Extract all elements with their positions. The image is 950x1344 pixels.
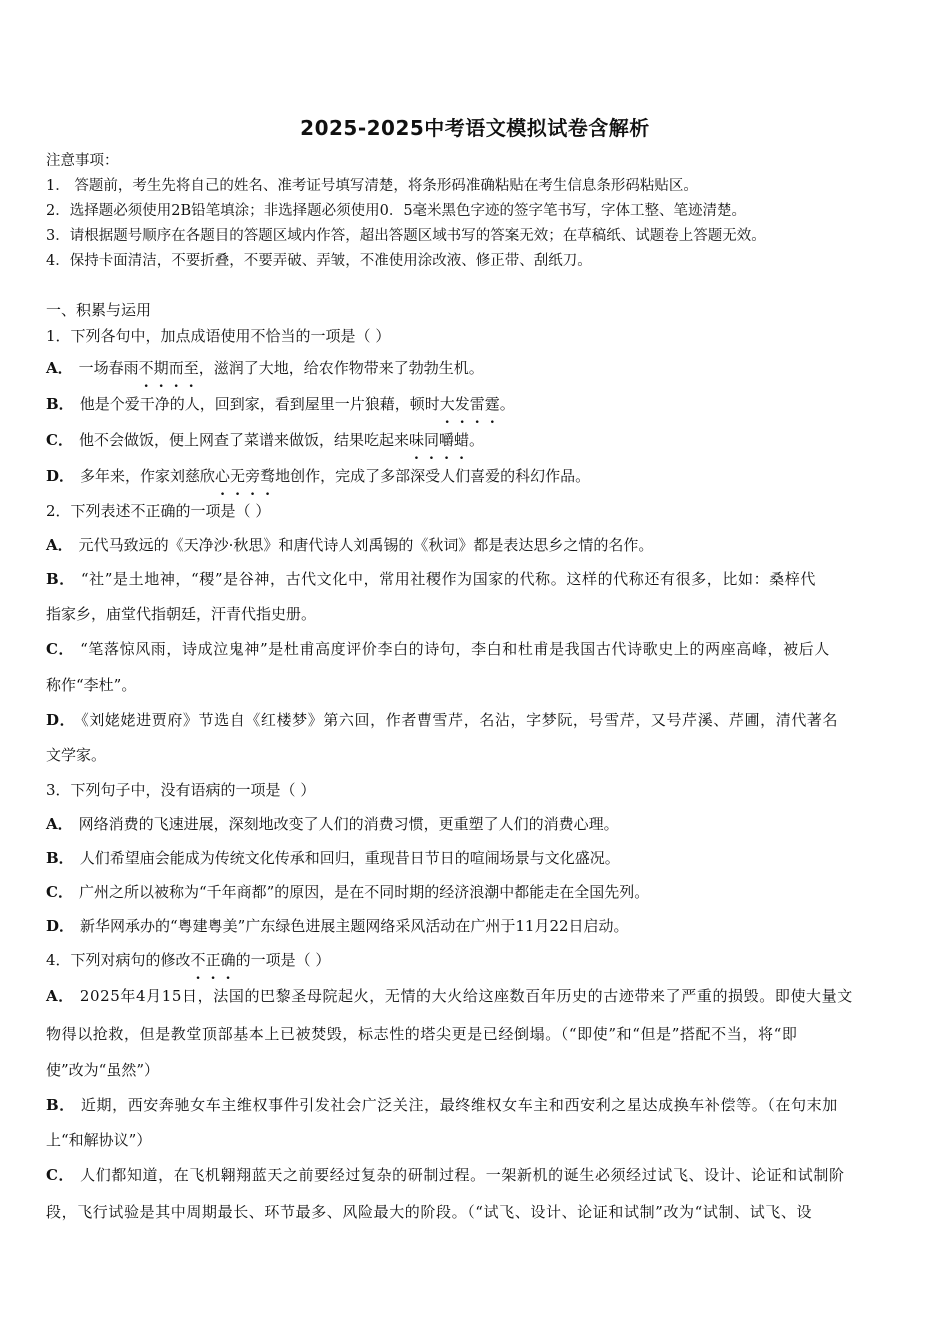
option-label: C． <box>46 883 73 901</box>
option-continuation: 文学家。 <box>46 746 107 764</box>
option-text: 人们都知道，在飞机翱翔蓝天之前要经过复杂的研制过程。一架新机的诞生必须经过试飞、设计、论证和试制阶 <box>80 1166 845 1184</box>
option-continuation: 使”改为“虽然”） <box>46 1061 160 1079</box>
option-continuation: 物得以抢救，但是教堂顶部基本上已被焚毁，标志性的塔尖更是已经倒塌。（“即使”和“但是”搭配不当，将“即 <box>46 1025 798 1043</box>
option-text: “笔落惊风雨，诗成泣鬼神”是杜甫高度评价李白的诗句，李白和杜甫是我国古代诗歌史上的两座高峰，被后人 <box>80 640 830 658</box>
option-label: A． <box>46 536 73 554</box>
question-2-option-d <box>46 710 838 730</box>
option-text: 。 <box>499 395 515 413</box>
option-text: 一场春雨 <box>78 359 139 377</box>
option-continuation: 称作“李杜”。 <box>46 676 137 694</box>
emphasis-char: 同 <box>423 431 439 449</box>
notice-item: 1． 答题前，考生先将自己的姓名、准考证号填写清楚，将条形码准确粘贴在考生信息条形码粘贴区。 <box>46 178 698 194</box>
dotted-idiom <box>440 395 500 413</box>
emphasis-char: 至 <box>183 359 199 377</box>
option-label: C． <box>46 640 75 658</box>
option-label: A． <box>46 987 74 1005</box>
stem-text: 4．下列对病句的修改 <box>46 951 191 969</box>
question-4-stem <box>46 950 330 970</box>
option-text: 。 <box>469 431 485 449</box>
option-text: 地创作，完成了多部深受人们喜爱的科幻作品。 <box>275 467 591 485</box>
question-2-option-a <box>46 535 653 555</box>
question-1-option-d <box>46 466 590 486</box>
section-heading: 一、积累与运用 <box>46 301 152 319</box>
option-text: 近期，西安奔驰女车主维权事件引发社会广泛关注，最终维权女车主和西安利之星达成换车补偿等。（在句末加 <box>80 1096 838 1114</box>
page-title: 2025-2025中考语文模拟试卷含解析 <box>300 116 650 140</box>
notice-item: 2．选择题必须使用2B铅笔填涂；非选择题必须使用0．5毫米黑色字迹的签字笔书写，字体工整、笔迹清楚。 <box>46 203 747 219</box>
option-label: B． <box>46 849 74 867</box>
emphasis-char: 雷 <box>469 395 485 413</box>
stem-text: 的一项是（ ） <box>235 951 331 969</box>
dotted-idiom <box>215 467 275 485</box>
emphasis-char: 嚼 <box>439 431 455 449</box>
option-label: B． <box>46 395 74 413</box>
dotted-idiom <box>409 431 469 449</box>
option-label: D． <box>46 711 76 729</box>
question-3-stem: 3．下列句子中，没有语病的一项是（ ） <box>46 781 316 799</box>
dotted-idiom <box>139 359 199 377</box>
option-label: C． <box>46 431 73 449</box>
option-text: ，滋润了大地，给农作物带来了勃勃生机。 <box>198 359 484 377</box>
question-3-option-d <box>46 916 629 936</box>
emphasis-char: 霆 <box>484 395 500 413</box>
emphasis-char: 而 <box>168 359 184 377</box>
option-text: 新华网承办的“粤建粤美”广东绿色进展主题网络采风活动在广州于11月22日启动。 <box>80 917 629 935</box>
question-1-option-b <box>46 394 515 414</box>
option-label: D． <box>46 467 75 485</box>
option-continuation: 段，飞行试验是其中周期最长、环节最多、风险最大的阶段。（“试飞、设计、论证和试制”改为“试制、试飞、设 <box>46 1203 813 1221</box>
option-text: 《刘姥姥进贾府》节选自《红楼梦》第六回，作者曹雪芹，名沾，字梦阮，号雪芹，又号芹溪、芹圃，清代著名 <box>81 711 839 729</box>
question-4-option-b <box>46 1095 838 1115</box>
emphasis-char: 心 <box>215 467 231 485</box>
option-label: A． <box>46 815 73 833</box>
emphasis-char: 发 <box>454 395 470 413</box>
question-1-option-c <box>46 430 484 450</box>
emphasis-char: 期 <box>153 359 169 377</box>
notice-item: 4．保持卡面清洁，不要折叠，不要弄破、弄皱，不准使用涂改液、修正带、刮纸刀。 <box>46 253 592 269</box>
option-label: B． <box>46 1096 75 1114</box>
notice-heading: 注意事项： <box>46 153 119 169</box>
emphasis-char: 正 <box>205 951 221 969</box>
dotted-emphasis <box>191 951 236 969</box>
option-text: 他是个爱干净的人，回到家，看到屋里一片狼藉，顿时 <box>79 395 440 413</box>
option-continuation: 上“和解协议”） <box>46 1131 152 1149</box>
question-4-option-c <box>46 1165 845 1185</box>
option-label: B． <box>46 570 75 588</box>
option-label: C． <box>46 1166 75 1184</box>
emphasis-char: 骛 <box>260 467 276 485</box>
emphasis-char: 不 <box>190 951 206 969</box>
option-text: 2025年4月15日，法国的巴黎圣母院起火，无情的大火给这座数百年历史的古迹带来了严重的损毁。即使大量文 <box>79 987 853 1005</box>
option-text: 他不会做饭，便上网查了菜谱来做饭，结果吃起来 <box>78 431 409 449</box>
question-4-option-a <box>46 986 853 1006</box>
option-text: 广州之所以被称为“千年商都”的原因，是在不同时期的经济浪潮中都能走在全国先列。 <box>78 883 650 901</box>
question-3-option-a <box>46 814 619 834</box>
notice-item: 3．请根据题号顺序在各题目的答题区域内作答，超出答题区域书写的答案无效；在草稿纸、试题卷上答题无效。 <box>46 228 766 244</box>
option-label: A． <box>46 359 73 377</box>
emphasis-char: 大 <box>439 395 455 413</box>
emphasis-char: 无 <box>230 467 246 485</box>
emphasis-char: 不 <box>138 359 154 377</box>
question-2-stem: 2．下列表述不正确的一项是（ ） <box>46 502 271 520</box>
question-1-option-a <box>46 358 484 378</box>
option-text: 人们希望庙会能成为传统文化传承和回归，重现昔日节日的喧闹场景与文化盛况。 <box>79 849 620 867</box>
option-text: 网络消费的飞速进展，深刻地改变了人们的消费习惯，更重塑了人们的消费心理。 <box>78 815 619 833</box>
emphasis-char: 确 <box>220 951 236 969</box>
emphasis-char: 味 <box>408 431 424 449</box>
option-continuation: 指家乡，庙堂代指朝廷，汗青代指史册。 <box>46 605 317 623</box>
emphasis-char: 蜡 <box>454 431 470 449</box>
option-text: 多年来，作家刘慈欣 <box>80 467 216 485</box>
option-text: 元代马致远的《天净沙·秋思》和唐代诗人刘禹锡的《秋词》都是表达思乡之情的名作。 <box>78 536 654 554</box>
question-2-option-c <box>46 639 830 659</box>
question-2-option-b <box>46 569 816 589</box>
question-3-option-b <box>46 848 620 868</box>
question-3-option-c <box>46 882 649 902</box>
question-1-stem: 1．下列各句中，加点成语使用不恰当的一项是（ ） <box>46 327 391 345</box>
option-text: “社”是土地神，“稷”是谷神，古代文化中，常用社稷作为国家的代称。这样的代称还有很多，比如：桑梓代 <box>80 570 816 588</box>
option-label: D． <box>46 917 75 935</box>
emphasis-char: 旁 <box>245 467 261 485</box>
